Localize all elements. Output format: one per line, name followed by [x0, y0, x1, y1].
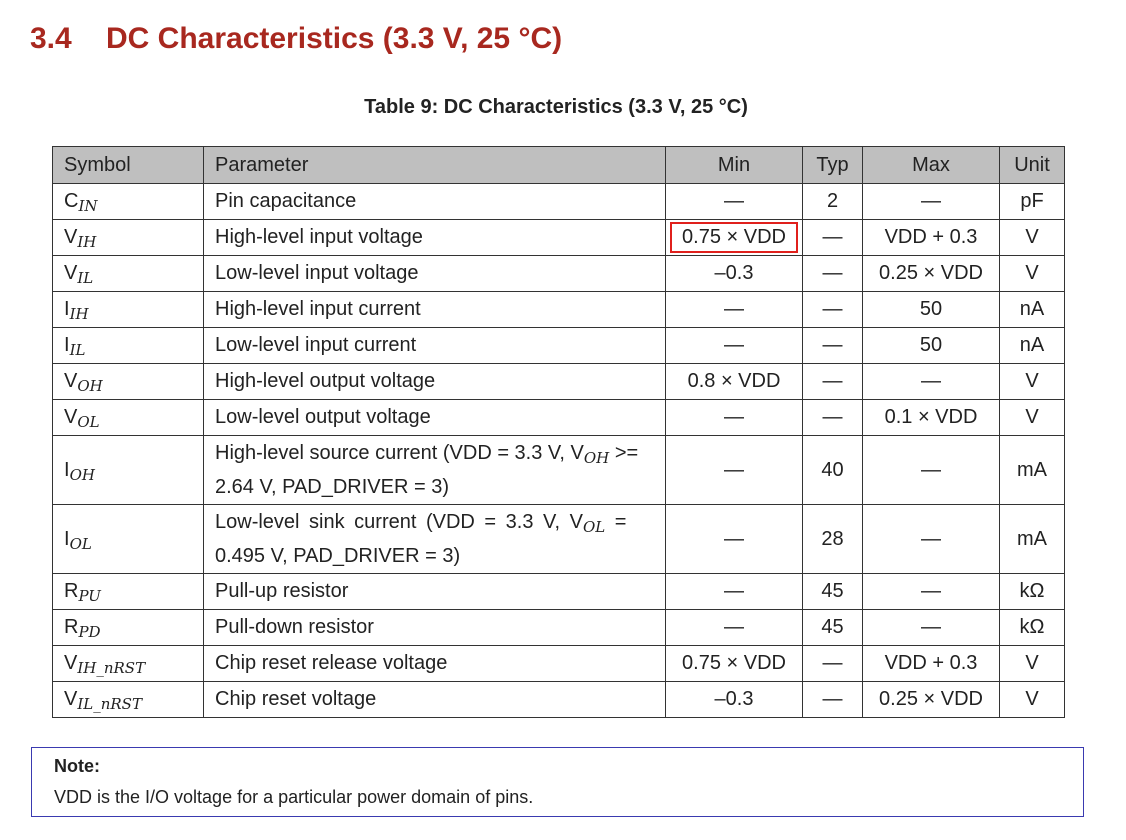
min-cell: 0.75 × VDD	[666, 646, 803, 682]
table-row	[53, 400, 1065, 436]
header-max: Max	[863, 147, 1000, 184]
symbol-cell	[53, 436, 204, 505]
parameter-line-1	[215, 505, 654, 539]
max-cell: —	[863, 610, 1000, 646]
symbol-subscript: OL	[69, 534, 92, 553]
min-cell: –0.3	[666, 682, 803, 718]
table-caption: Table 9: DC Characteristics (3.3 V, 25 °C)	[364, 96, 748, 118]
note-box	[31, 747, 1084, 817]
symbol-subscript: IH	[77, 233, 97, 251]
unit-cell: nA	[1000, 328, 1065, 364]
symbol-cell	[53, 328, 204, 364]
min-cell: —	[666, 328, 803, 364]
unit-cell: pF	[1000, 184, 1065, 220]
symbol-cell	[53, 256, 204, 292]
header-parameter: Parameter	[204, 147, 666, 184]
symbol-subscript: OH	[69, 465, 95, 484]
unit-cell: V	[1000, 682, 1065, 718]
table-header-row	[53, 147, 1065, 184]
unit-cell: V	[1000, 364, 1065, 400]
typ-cell: 2	[803, 184, 863, 220]
max-cell: 0.25 × VDD	[863, 682, 1000, 718]
symbol-base: V	[64, 262, 78, 284]
symbol-base: C	[64, 190, 79, 212]
max-cell: —	[863, 184, 1000, 220]
typ-cell: 45	[803, 610, 863, 646]
symbol-base: I	[64, 334, 70, 356]
max-cell: —	[863, 364, 1000, 400]
max-cell: —	[863, 505, 1000, 574]
parameter-cell: High-level output voltage	[204, 364, 666, 400]
min-cell: —	[666, 292, 803, 328]
max-cell: —	[863, 436, 1000, 505]
parameter-cell	[204, 505, 666, 574]
symbol-base: I	[64, 527, 70, 550]
unit-cell: V	[1000, 400, 1065, 436]
unit-cell: mA	[1000, 505, 1065, 574]
typ-cell: —	[803, 646, 863, 682]
symbol-subscript: OH	[77, 377, 103, 395]
symbol-subscript: IH_nRST	[77, 659, 146, 677]
symbol-cell	[53, 292, 204, 328]
section-heading	[30, 22, 562, 56]
section-number: 3.4	[30, 22, 72, 55]
symbol-cell	[53, 364, 204, 400]
table-row	[53, 184, 1065, 220]
parameter-cell: Pull-down resistor	[204, 610, 666, 646]
symbol-base: V	[64, 226, 78, 248]
symbol-base: V	[64, 370, 78, 392]
parameter-cell: High-level input current	[204, 292, 666, 328]
max-cell: 50	[863, 328, 1000, 364]
symbol-base: R	[64, 580, 79, 602]
symbol-base: V	[64, 688, 78, 710]
table-row	[53, 256, 1065, 292]
symbol-cell	[53, 400, 204, 436]
max-cell: VDD + 0.3	[863, 646, 1000, 682]
min-cell: —	[666, 436, 803, 505]
symbol-base: V	[64, 406, 78, 428]
table-row	[53, 682, 1065, 718]
typ-cell: —	[803, 364, 863, 400]
typ-cell: —	[803, 682, 863, 718]
parameter-text: High-level source current (VDD = 3.3 V, V	[215, 442, 584, 464]
parameter-text: Low-level sink current (VDD = 3.3 V, V	[215, 511, 583, 533]
max-cell: 0.1 × VDD	[863, 400, 1000, 436]
symbol-cell	[53, 610, 204, 646]
symbol-subscript: PD	[78, 623, 101, 641]
max-cell: —	[863, 574, 1000, 610]
symbol-base: V	[64, 652, 78, 674]
parameter-cell: High-level input voltage	[204, 220, 666, 256]
parameter-text: =	[605, 511, 627, 533]
table-row	[53, 292, 1065, 328]
table-row	[53, 436, 1065, 505]
min-cell: —	[666, 574, 803, 610]
typ-cell: 40	[803, 436, 863, 505]
min-cell	[666, 220, 803, 256]
typ-cell: —	[803, 220, 863, 256]
min-cell: 0.8 × VDD	[666, 364, 803, 400]
header-typ: Typ	[803, 147, 863, 184]
parameter-subscript: OH	[583, 449, 610, 467]
parameter-line-2: 2.64 V, PAD_DRIVER = 3)	[215, 476, 450, 498]
dc-characteristics-table	[52, 146, 1065, 718]
table-row	[53, 364, 1065, 400]
note-text: VDD is the I/O voltage for a particular power domain of pins.	[54, 787, 534, 807]
symbol-subscript: IL	[77, 269, 94, 287]
parameter-cell: Low-level input current	[204, 328, 666, 364]
unit-cell: kΩ	[1000, 610, 1065, 646]
parameter-subscript: OL	[582, 518, 606, 536]
max-cell: 0.25 × VDD	[863, 256, 1000, 292]
header-unit: Unit	[1000, 147, 1065, 184]
min-cell: —	[666, 400, 803, 436]
header-min: Min	[666, 147, 803, 184]
min-cell: —	[666, 184, 803, 220]
note-title: Note:	[54, 756, 100, 776]
typ-cell: —	[803, 256, 863, 292]
highlighted-min-value: 0.75 × VDD	[670, 222, 798, 253]
parameter-cell: Chip reset release voltage	[204, 646, 666, 682]
typ-cell: —	[803, 400, 863, 436]
parameter-line-1	[215, 436, 654, 470]
symbol-subscript: OL	[77, 413, 100, 431]
table-row	[53, 505, 1065, 574]
table-row	[53, 574, 1065, 610]
parameter-cell: Pin capacitance	[204, 184, 666, 220]
table-row	[53, 646, 1065, 682]
symbol-cell	[53, 646, 204, 682]
symbol-subscript: PU	[78, 587, 101, 605]
symbol-subscript: IN	[78, 197, 98, 215]
symbol-base: R	[64, 616, 79, 638]
parameter-text: >=	[609, 442, 639, 464]
symbol-base: I	[64, 298, 70, 320]
max-cell: 50	[863, 292, 1000, 328]
table-row	[53, 610, 1065, 646]
parameter-cell: Chip reset voltage	[204, 682, 666, 718]
table-row	[53, 328, 1065, 364]
symbol-subscript: IH	[69, 305, 89, 323]
symbol-base: I	[64, 458, 70, 481]
typ-cell: 45	[803, 574, 863, 610]
unit-cell: kΩ	[1000, 574, 1065, 610]
min-cell: —	[666, 610, 803, 646]
typ-cell: —	[803, 292, 863, 328]
symbol-cell	[53, 220, 204, 256]
typ-cell: —	[803, 328, 863, 364]
parameter-cell: Pull-up resistor	[204, 574, 666, 610]
parameter-cell: Low-level input voltage	[204, 256, 666, 292]
section-title: DC Characteristics (3.3 V, 25 °C)	[106, 22, 563, 55]
header-symbol: Symbol	[53, 147, 204, 184]
symbol-cell	[53, 682, 204, 718]
max-cell: VDD + 0.3	[863, 220, 1000, 256]
min-cell: –0.3	[666, 256, 803, 292]
typ-cell: 28	[803, 505, 863, 574]
symbol-cell	[53, 184, 204, 220]
parameter-line-2: 0.495 V, PAD_DRIVER = 3)	[215, 545, 461, 567]
symbol-subscript: IL_nRST	[77, 695, 142, 713]
symbol-cell	[53, 574, 204, 610]
parameter-cell	[204, 436, 666, 505]
unit-cell: V	[1000, 220, 1065, 256]
unit-cell: V	[1000, 646, 1065, 682]
unit-cell: V	[1000, 256, 1065, 292]
symbol-subscript: IL	[69, 341, 86, 359]
symbol-cell	[53, 505, 204, 574]
parameter-cell: Low-level output voltage	[204, 400, 666, 436]
unit-cell: nA	[1000, 292, 1065, 328]
table-row	[53, 220, 1065, 256]
min-cell: —	[666, 505, 803, 574]
unit-cell: mA	[1000, 436, 1065, 505]
